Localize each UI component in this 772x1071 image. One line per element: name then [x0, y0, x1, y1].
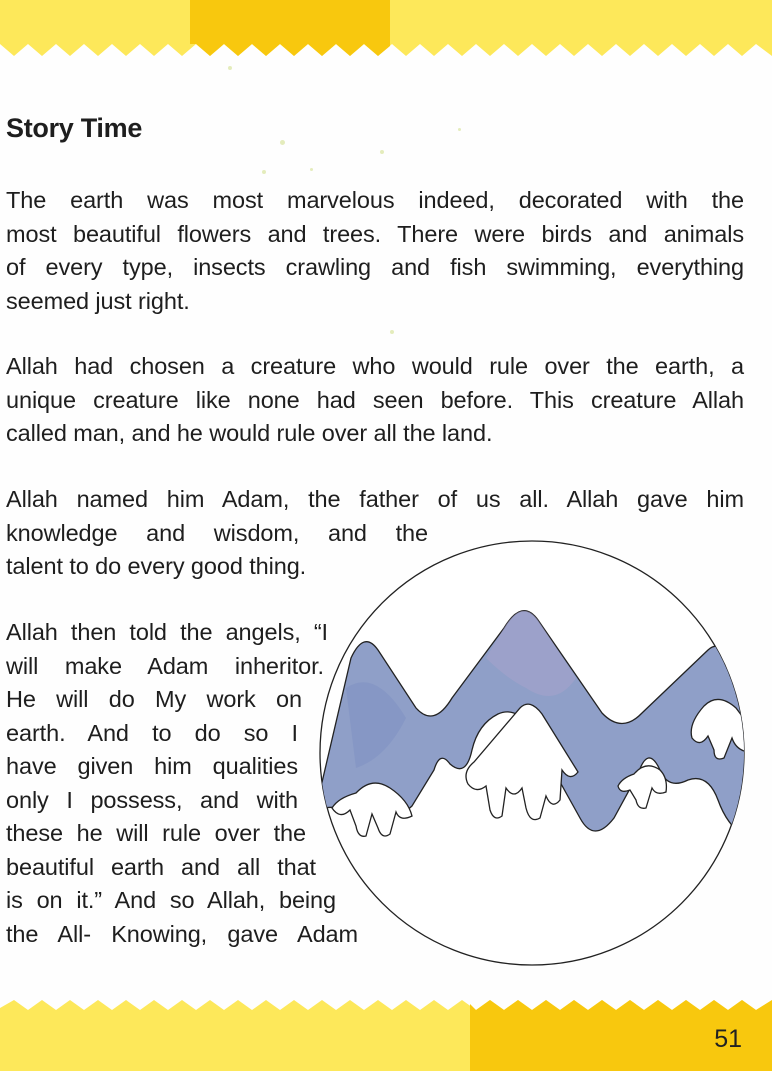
paragraph-line: Allah named him Adam, the father of us all. Allah gave him	[6, 486, 744, 512]
paragraph-line: Allah then told the angels, “I	[6, 619, 328, 645]
paint-speck	[458, 128, 461, 131]
bottom-yellow-band	[0, 1000, 772, 1071]
paragraph-line: most beautiful flowers and trees. There were birds and animals	[6, 220, 744, 247]
paragraph-4	[6, 616, 358, 951]
paragraph-line: He will do My work on	[6, 686, 302, 712]
section-title: Story Time	[6, 113, 143, 143]
paint-speck	[310, 168, 313, 171]
paragraph-line: will make Adam inheritor.	[6, 652, 324, 679]
mountain-illustration	[316, 538, 748, 968]
paragraph-line: unique creature like none had seen before. This creature Allah	[6, 386, 744, 413]
paragraph-line: seemed just right.	[6, 287, 190, 314]
paragraph-line: is on it.” And so Allah, being	[6, 887, 336, 913]
paint-speck	[280, 140, 285, 145]
paragraph-line: knowledge and wisdom, and the	[6, 519, 428, 546]
page-number: 51	[714, 1025, 742, 1053]
paragraph-1	[6, 184, 744, 318]
paragraph-line: talent to do every good thing.	[6, 553, 307, 579]
top-band-zigzag-dark	[196, 44, 390, 56]
paragraph-2	[6, 350, 744, 451]
paint-speck	[262, 170, 266, 174]
paragraph-line: have given him qualities	[6, 753, 298, 779]
paragraph-line: earth. And to do so I	[6, 719, 298, 746]
paint-speck	[380, 150, 384, 154]
paragraph-line: the All- Knowing, gave Adam	[6, 920, 358, 947]
paragraph-line: only I possess, and with	[6, 786, 298, 813]
paint-speck	[228, 66, 232, 70]
top-band-dark-block	[190, 0, 390, 44]
paint-speck	[390, 330, 394, 334]
top-yellow-band	[0, 0, 772, 60]
paragraph-line: The earth was most marvelous indeed, decorated with the	[6, 187, 744, 213]
paragraph-line: called man, and he would rule over all the land.	[6, 420, 493, 446]
paragraph-line: beautiful earth and all that	[6, 853, 316, 880]
paragraph-line: of every type, insects crawling and fish swimming, everything	[6, 254, 744, 280]
paragraph-line: these he will rule over the	[6, 820, 306, 846]
paragraph-line: Allah had chosen a creature who would rule over the earth, a	[6, 353, 744, 379]
